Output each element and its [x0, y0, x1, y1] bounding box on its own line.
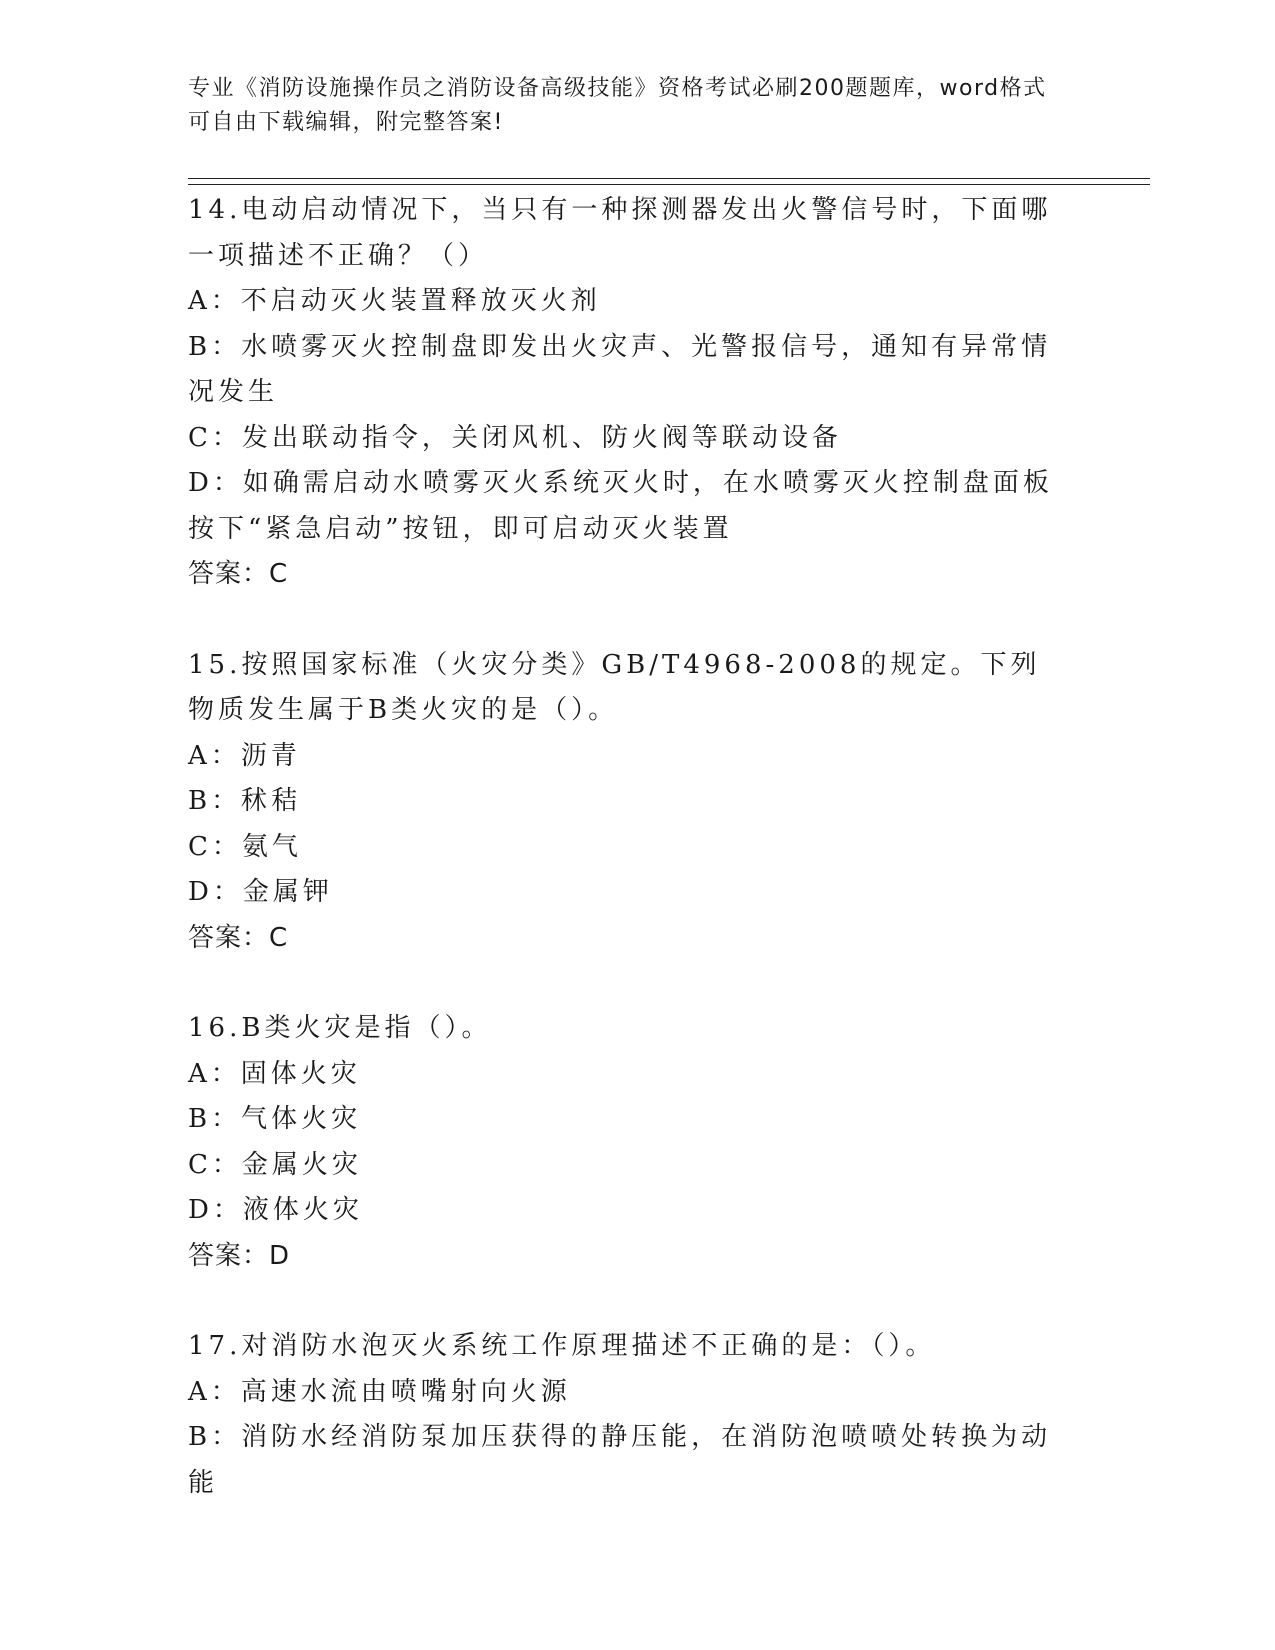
option-a: A：固体火灾	[188, 1058, 361, 1089]
option-c: C：金属火灾	[188, 1149, 362, 1180]
option-d: D：金属钾	[188, 877, 333, 907]
answer-line: 答案：C	[188, 559, 289, 589]
header-divider-top	[188, 178, 1150, 179]
option-a: A：沥青	[188, 740, 301, 771]
option-b: B：水喷雾灭火控制盘即发出火灾声、光警报信号，通知有异常情况发生	[188, 331, 1052, 407]
question-stem: 17.对消防水泡灭火系统工作原理描述不正确的是：（）。	[188, 1331, 936, 1361]
answer-line: 答案：C	[188, 922, 289, 953]
answer-line: 答案：D	[188, 1240, 291, 1271]
option-d: D：如确需启动水喷雾灭火系统灭火时，在水喷雾灭火控制盘面板按下“紧急启动”按钮，即可启动灭火装置	[188, 468, 1053, 544]
option-a: A：不启动灭火装置释放灭火剂	[188, 286, 601, 316]
question-16	[188, 1006, 1068, 1279]
question-stem: 15.按照国家标准（火灾分类》GB/T4968-2008的规定。下列物质发生属于B类火灾的是（）。	[188, 649, 1041, 725]
header-divider-bottom	[188, 184, 1150, 185]
question-list	[188, 188, 1068, 1506]
question-stem: 16.B类火灾是指（）。	[188, 1013, 492, 1043]
option-d: D：液体火灾	[188, 1195, 363, 1225]
option-a: A：高速水流由喷嘴射向火源	[188, 1376, 571, 1407]
question-17	[188, 1324, 1068, 1506]
document-header: 专业《消防设施操作员之消防设备高级技能》资格考试必刷200题题库，word格式可自由下载编辑，附完整答案!	[188, 76, 1047, 135]
option-b: B：消防水经消防泵加压获得的静压能，在消防泡喷喷处转换为动能	[188, 1422, 1052, 1498]
question-stem: 14.电动启动情况下，当只有一种探测器发出火警信号时，下面哪一项描述不正确？（）	[188, 195, 1052, 271]
option-b: B：气体火灾	[188, 1104, 362, 1134]
option-c: C：发出联动指令，关闭风机、防火阀等联动设备	[188, 422, 842, 453]
option-b: B：秫秸	[188, 786, 302, 816]
question-15	[188, 643, 1068, 962]
question-14	[188, 188, 1068, 598]
option-c: C：氨气	[188, 831, 302, 862]
